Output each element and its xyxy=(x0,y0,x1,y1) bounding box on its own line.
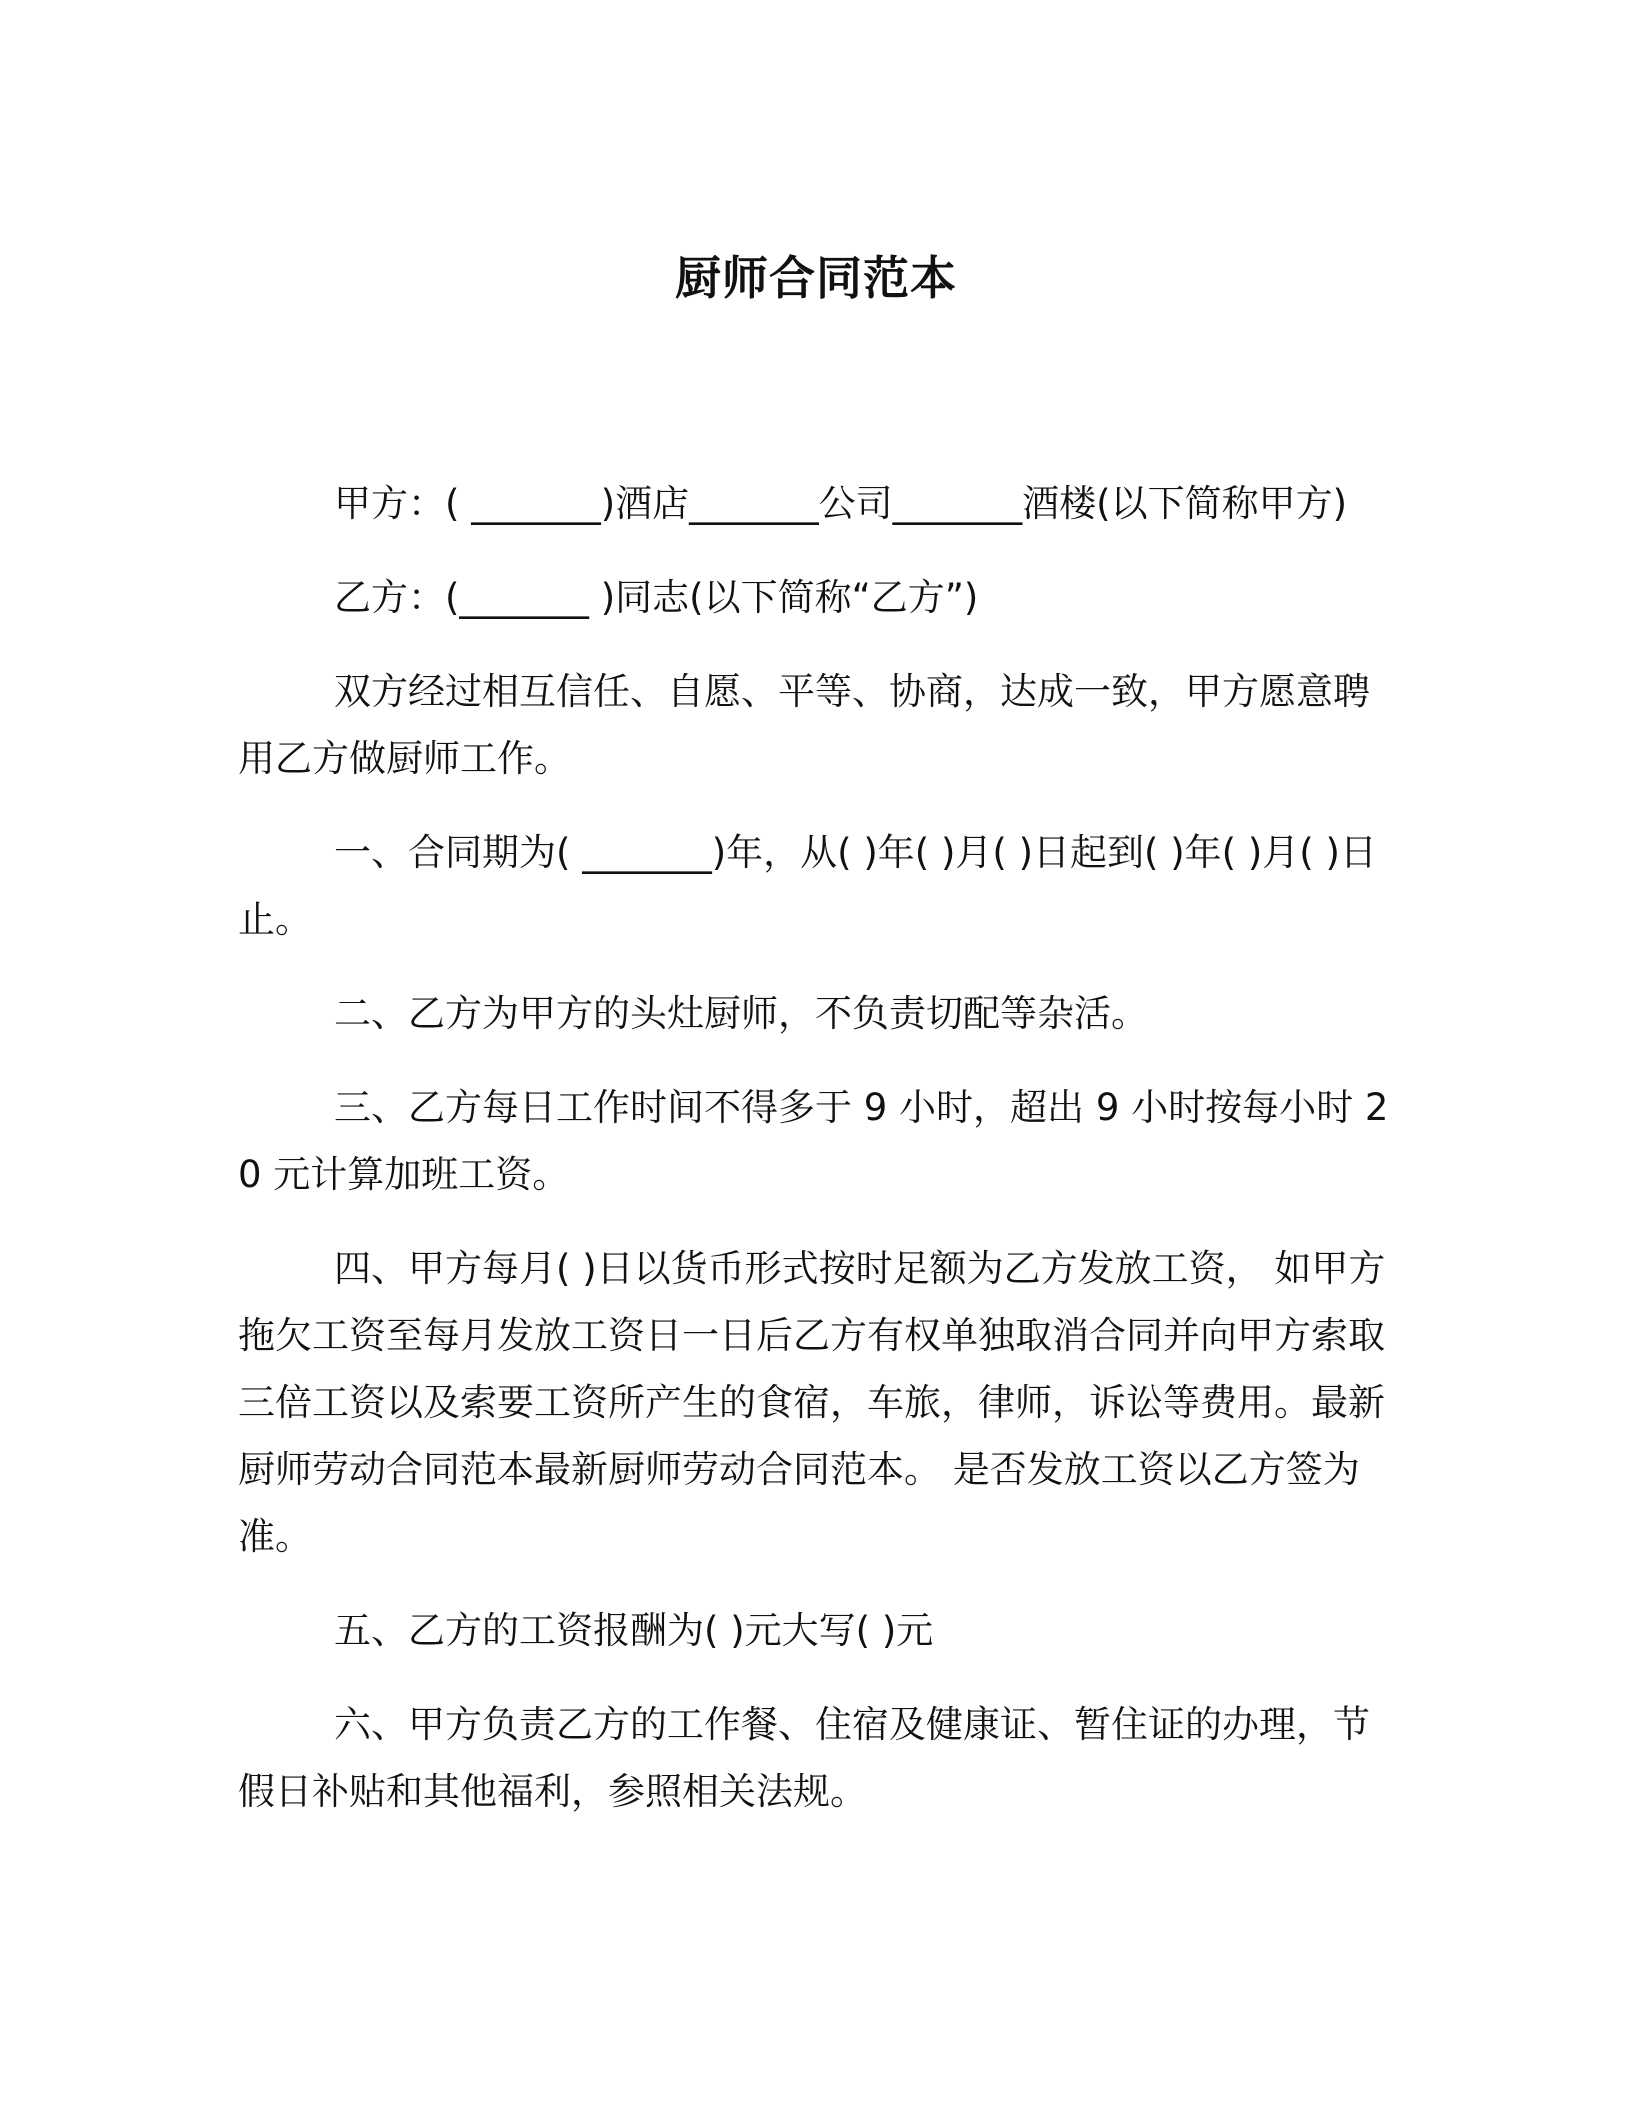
clause-1-contract-term: 一、合同期为( _______)年，从( )年( )月( )日起到( )年( )月( )日止。 xyxy=(238,831,1377,941)
party-a-clause: 甲方：( _______)酒店_______公司_______酒楼(以下简称甲方) xyxy=(334,482,1348,525)
document-body xyxy=(238,470,1398,1852)
party-b-clause: 乙方：(_______ )同志(以下简称“乙方”) xyxy=(334,576,979,619)
clause-2-duties: 二、乙方为甲方的头灶厨师，不负责切配等杂活。 xyxy=(334,992,1148,1035)
clause-3-working-hours: 三、乙方每日工作时间不得多于 9 小时，超出 9 小时按每小时 20 元计算加班工资。 xyxy=(238,1086,1389,1196)
clause-5-remuneration: 五、乙方的工资报酬为( )元大写( )元 xyxy=(334,1609,934,1652)
preamble-paragraph: 双方经过相互信任、自愿、平等、协商，达成一致，甲方愿意聘用乙方做厨师工作。 xyxy=(238,670,1370,780)
clause-6-benefits: 六、甲方负责乙方的工作餐、住宿及健康证、暂住证的办理，节假日补贴和其他福利，参照相关法规。 xyxy=(238,1703,1370,1813)
clause-4-salary-payment: 四、甲方每月( )日以货币形式按时足额为乙方发放工资， 如甲方拖欠工资至每月发放工资日一日后乙方有权单独取消合同并向甲方索取三倍工资以及索要工资所产生的食宿，车旅，律师，诉讼等费用。最新厨师劳动合同范本最新厨师劳动合同范本。 是否发放工资以乙方签为准。 xyxy=(238,1247,1386,1558)
document-title: 厨师合同范本 xyxy=(675,250,957,305)
